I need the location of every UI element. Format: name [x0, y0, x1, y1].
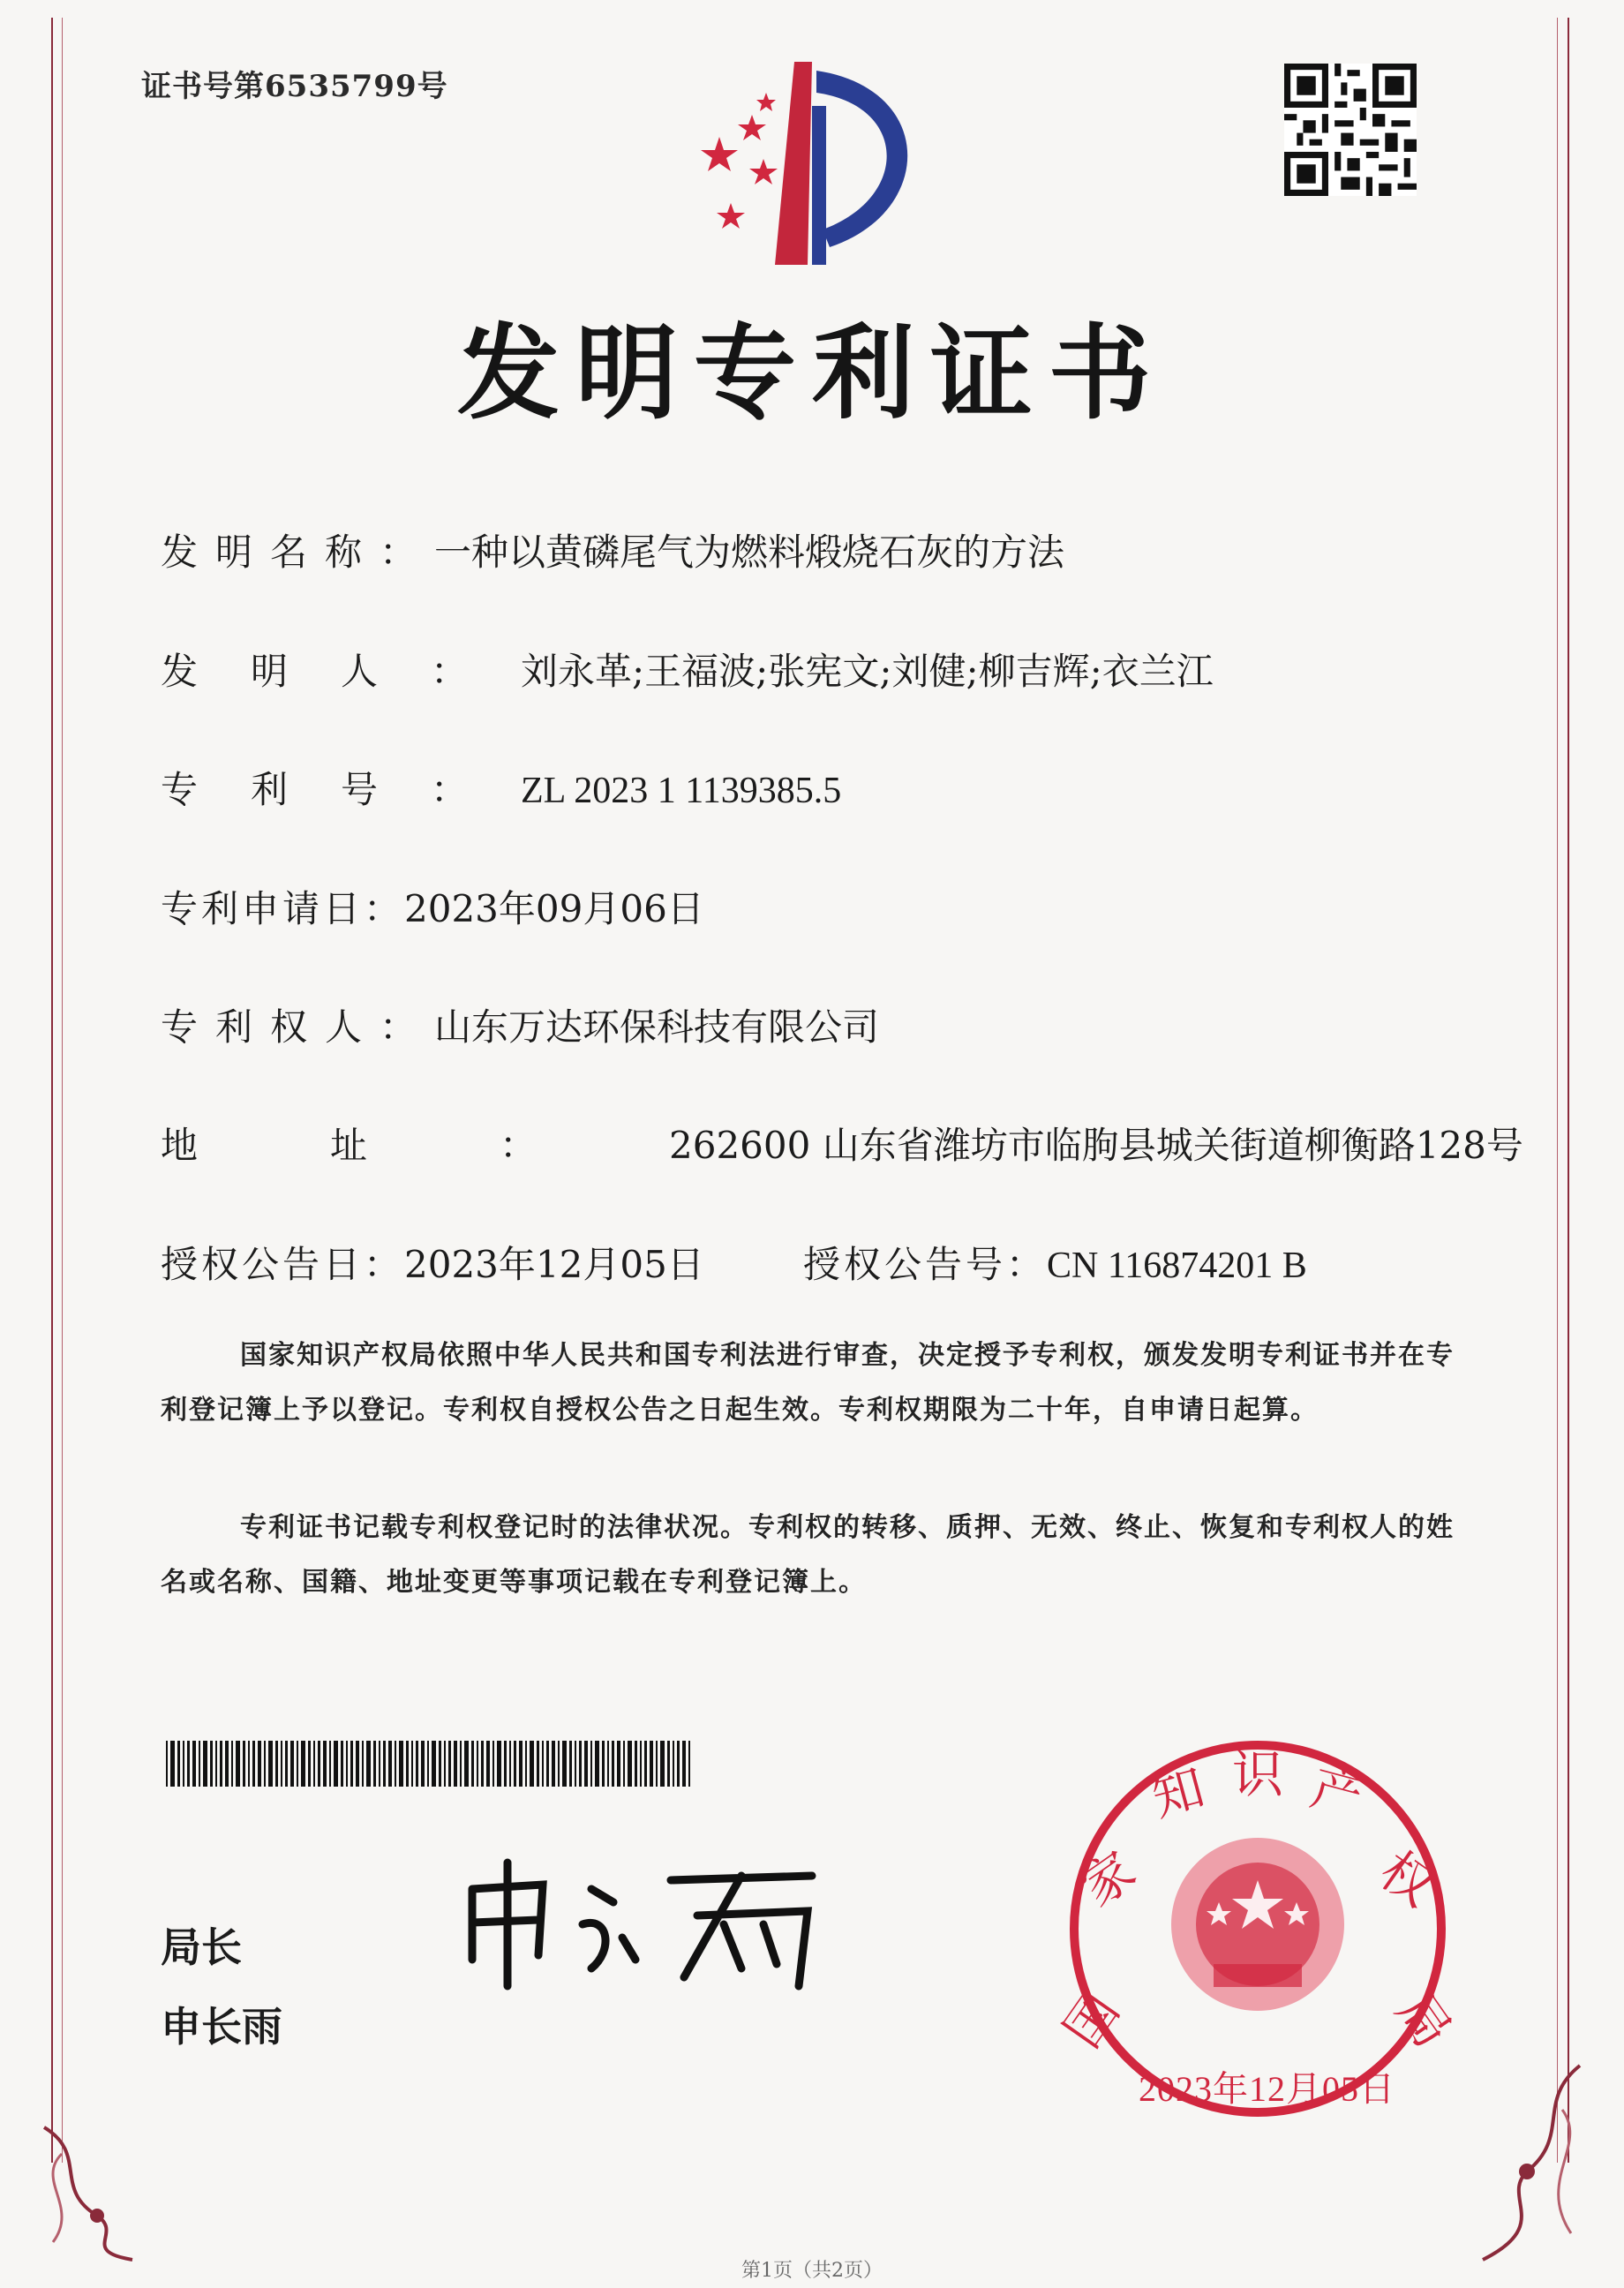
barcode-bar [183, 1741, 184, 1787]
barcode-bar [584, 1741, 588, 1787]
barcode-bar [199, 1741, 200, 1787]
barcode-bar [492, 1741, 494, 1787]
barcode-bar [688, 1741, 690, 1787]
barcode-bar [558, 1741, 560, 1787]
barcode-bar [252, 1741, 255, 1787]
patentee-row [161, 998, 879, 1051]
barcode-bar [215, 1741, 217, 1787]
barcode-bar [590, 1741, 592, 1787]
barcode-bar [177, 1741, 180, 1787]
barcode-bar [399, 1741, 403, 1787]
logo-p-curve [816, 71, 907, 247]
grant-date-row [161, 1236, 704, 1289]
inventors-value: 刘永革;王福波;张宪文;刘健;柳吉辉;衣兰江 [521, 650, 1214, 693]
grant-date-value: 2023年12月05日 [404, 1243, 704, 1286]
barcode-icon [166, 1741, 695, 1787]
seal-char: 局 [1384, 1982, 1463, 2058]
barcode-bar [677, 1741, 680, 1787]
patent-no-label: 专利号： [161, 768, 522, 811]
barcode-bar [220, 1741, 222, 1787]
application-date-label: 专利申请日： [161, 887, 405, 930]
barcode-bar [552, 1741, 555, 1787]
barcode-bar [329, 1741, 331, 1787]
grant-pub-no-row [803, 1236, 1307, 1289]
barcode-bar [395, 1741, 396, 1787]
barcode-bar [427, 1741, 429, 1787]
logo-star [701, 137, 738, 171]
barcode-bar [350, 1741, 353, 1787]
logo-star [749, 159, 778, 184]
seal-char: 识 [1231, 1744, 1284, 1804]
corner-ornament-bottom-left [26, 2119, 159, 2269]
seal-char: 家 [1070, 1840, 1147, 1919]
barcode-bar [660, 1741, 665, 1787]
barcode-bar [460, 1741, 462, 1787]
patentee-value: 山东万达环保科技有限公司 [434, 1005, 880, 1049]
barcode-bar [318, 1741, 320, 1787]
barcode-bar [562, 1741, 567, 1787]
barcode-bar [477, 1741, 478, 1787]
barcode-bar [650, 1741, 653, 1787]
barcode-bar [297, 1741, 298, 1787]
patent-no-value: ZL 2023 1 1139385.5 [521, 771, 842, 811]
barcode-bar [406, 1741, 409, 1787]
certificate-number: 证书号第6535799号 [141, 69, 448, 104]
barcode-bar [313, 1741, 315, 1787]
barcode-bar [301, 1741, 305, 1787]
barcode-bar [366, 1741, 371, 1787]
barcode-bar [210, 1741, 213, 1787]
barcode-bar [481, 1741, 484, 1787]
barcode-bar [362, 1741, 364, 1787]
barcode-bar [334, 1741, 338, 1787]
barcode-bar [471, 1741, 474, 1787]
barcode-bar [644, 1741, 647, 1787]
barcode-bar [166, 1741, 168, 1787]
seal-char: 权 [1369, 1840, 1446, 1919]
barcode-bar [432, 1741, 436, 1787]
invention-name-row [161, 523, 1064, 576]
barcode-bar [537, 1741, 539, 1787]
seal-char: 产 [1304, 1757, 1370, 1829]
barcode-bar [285, 1741, 288, 1787]
barcode-bar [290, 1741, 294, 1787]
seal-char: 国 [1052, 1982, 1132, 2058]
barcode-bar [546, 1741, 549, 1787]
certificate-title: 发明专利证书 [457, 313, 1167, 433]
barcode-bar [635, 1741, 637, 1787]
barcode-bar [525, 1741, 527, 1787]
barcode-bar [667, 1741, 670, 1787]
grant-date-label: 授权公告日： [161, 1243, 405, 1286]
barcode-bar [623, 1741, 625, 1787]
barcode-bar [519, 1741, 523, 1787]
barcode-bar [509, 1741, 511, 1787]
barcode-bar [170, 1741, 175, 1787]
barcode-bar [323, 1741, 327, 1787]
barcode-bar [464, 1741, 469, 1787]
barcode-bar [258, 1741, 261, 1787]
barcode-bar [617, 1741, 620, 1787]
barcode-bar [341, 1741, 343, 1787]
barcode-bar [628, 1741, 632, 1787]
barcode-bar [236, 1741, 240, 1787]
seal-char: 知 [1146, 1757, 1211, 1829]
barcode-bar [192, 1741, 196, 1787]
barcode-bar [448, 1741, 451, 1787]
barcode-bar [275, 1741, 278, 1787]
barcode-bar [454, 1741, 457, 1787]
barcode-bar [579, 1741, 582, 1787]
patentee-label: 专利权人： [161, 1005, 435, 1049]
barcode-bar [373, 1741, 376, 1787]
inventors-label: 发明人： [161, 650, 522, 693]
address-value: 262600 山东省潍坊市临朐县城关街道柳衡路128号 [669, 1124, 1523, 1167]
barcode-bar [602, 1741, 605, 1787]
grant-pub-no-label: 授权公告号： [803, 1243, 1048, 1286]
barcode-bar [346, 1741, 348, 1787]
handwritten-signature [459, 1854, 830, 1995]
signatory-role: 局长 [161, 1923, 242, 1971]
invention-name-label: 发明名称： [161, 531, 435, 574]
barcode-bar [530, 1741, 534, 1787]
invention-name-value: 一种以黄磷尾气为燃料煅烧石灰的方法 [434, 531, 1065, 574]
barcode-bar [243, 1741, 245, 1787]
address-row [161, 1117, 1523, 1170]
barcode-bar [308, 1741, 311, 1787]
barcode-bar [411, 1741, 413, 1787]
logo-star [738, 115, 766, 140]
barcode-bar [383, 1741, 386, 1787]
logo-star [717, 203, 745, 229]
barcode-bar [569, 1741, 572, 1787]
corner-ornament-bottom-right [1430, 2057, 1598, 2269]
barcode-bar [656, 1741, 658, 1787]
barcode-bar [575, 1741, 576, 1787]
qr-code-icon [1284, 64, 1417, 196]
barcode-bar [268, 1741, 273, 1787]
barcode-bar [388, 1741, 392, 1787]
application-date-value: 2023年09月06日 [404, 887, 704, 930]
application-date-row [161, 880, 704, 933]
barcode-bar [379, 1741, 380, 1787]
barcode-bar [416, 1741, 418, 1787]
barcode-bar [248, 1741, 250, 1787]
barcode-bar [225, 1741, 229, 1787]
barcode-bar [231, 1741, 233, 1787]
barcode-bar [281, 1741, 282, 1787]
barcode-bar [612, 1741, 614, 1787]
barcode-bar [640, 1741, 642, 1787]
barcode-bar [504, 1741, 507, 1787]
barcode-bar [497, 1741, 501, 1787]
logo-star [756, 93, 776, 111]
barcode-bar [439, 1741, 441, 1787]
barcode-bar [356, 1741, 359, 1787]
barcode-bar [673, 1741, 674, 1787]
barcode-bar [264, 1741, 266, 1787]
barcode-bar [514, 1741, 516, 1787]
address-label: 地址： [161, 1124, 670, 1167]
barcode-bar [682, 1741, 686, 1787]
barcode-bar [421, 1741, 425, 1787]
grant-pub-no-value: CN 116874201 B [1047, 1246, 1307, 1286]
barcode-bar [595, 1741, 599, 1787]
barcode-bar [542, 1741, 544, 1787]
signatory-name: 申长雨 [161, 2003, 282, 2051]
barcode-bar [607, 1741, 609, 1787]
legal-paragraph-2: 专利证书记载专利权登记时的法律状况。专利权的转移、质押、无效、终止、恢复和专利权人的姓名或名称、国籍、地址变更等事项记载在专利登记簿上。 [161, 1512, 1455, 1598]
barcode-bar [444, 1741, 446, 1787]
barcode-bar [486, 1741, 490, 1787]
seal-date: 2023年12月05日 [1139, 2069, 1395, 2109]
barcode-bar [203, 1741, 207, 1787]
patent-no-row [161, 761, 841, 814]
page-footer: 第1页（共2页） [741, 2260, 883, 2282]
legal-paragraph-1: 国家知识产权局依照中华人民共和国专利法进行审查，决定授予专利权，颁发发明专利证书并在专利登记簿上予以登记。专利权自授权公告之日起生效。专利权期限为二十年，自申请日起算。 [161, 1340, 1455, 1426]
inventors-row [161, 643, 1214, 696]
logo-pillar [775, 62, 812, 265]
cnipa-logo [671, 53, 944, 274]
barcode-bar [187, 1741, 190, 1787]
